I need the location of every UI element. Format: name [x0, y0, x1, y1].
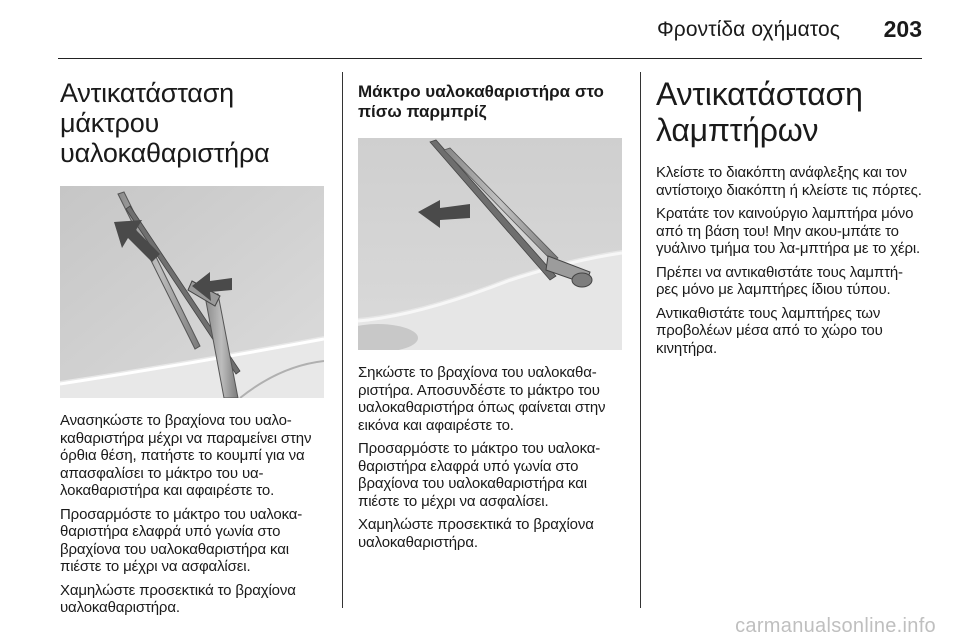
watermark: carmanualsonline.info: [735, 615, 936, 637]
left-body-text: [60, 412, 328, 617]
heading-bulb-replacement: Αντικατάσταση λαμπτήρων: [656, 76, 863, 148]
paragraph: Κρατάτε τον καινούργιο λαμπτήρα μόνο από τη βάση του! Μην ακου-μπάτε το γυάλινο τμήμα του λα-μπτήρα με το χέρι.: [656, 205, 921, 257]
paragraph: Προσαρμόστε το μάκτρο του υαλοκα-θαριστήρα ελαφρά υπό γωνία στο βραχίονα του υαλοκαθαριστήρα και πιέστε το μέχρι να ασφαλίσει.: [358, 440, 601, 510]
heading-rear-wiper: Μάκτρο υαλοκαθαριστήρα στο πίσω παρμπρίζ: [358, 82, 604, 121]
column-right: [656, 72, 924, 363]
middle-body-text: [358, 364, 626, 551]
rear-wiper-blade-illustration: [358, 138, 622, 350]
column-divider-2: [640, 72, 641, 608]
heading-wiper-replacement: Αντικατάσταση μάκτρου υαλοκαθαριστήρα: [60, 78, 270, 168]
header-divider: [58, 58, 922, 59]
section-title: Φροντίδα οχήματος: [656, 18, 840, 41]
column-divider-1: [342, 72, 343, 608]
right-body-text: [656, 164, 924, 357]
column-middle: [358, 72, 626, 557]
wiper-blade-windscreen-illustration: [60, 186, 324, 398]
page-header: [0, 0, 960, 60]
paragraph: Χαμηλώστε προσεκτικά το βραχίονα υαλοκαθαριστήρα.: [60, 581, 296, 616]
paragraph: Κλείστε το διακόπτη ανάφλεξης και τον αντίστοιχο διακόπτη ή κλείστε τις πόρτες.: [656, 164, 922, 199]
paragraph: Σηκώστε το βραχίονα του υαλοκαθα-ριστήρα. Αποσυνδέστε το μάκτρο του υαλοκαθαριστήρα όπως φαίνεται στην εικόνα και αφαιρέστε το.: [358, 364, 606, 434]
paragraph: Χαμηλώστε προσεκτικά το βραχίονα υαλοκαθαριστήρα.: [358, 516, 594, 551]
paragraph: Πρέπει να αντικαθιστάτε τους λαμπτή-ρες μόνο με λαμπτήρες ίδιου τύπου.: [656, 263, 903, 298]
page-number: 203: [883, 16, 922, 42]
column-left: [60, 72, 328, 623]
paragraph: Ανασηκώστε το βραχίονα του υαλο-καθαριστήρα μέχρι να παραμείνει στην όρθια θέση, πατήστε το κουμπί για να απασφαλίσει το μάκτρο του υα-λοκαθαριστήρα και αφαιρέστε το.: [60, 412, 312, 499]
paragraph: Προσαρμόστε το μάκτρο του υαλοκα-θαριστήρα ελαφρά υπό γωνία στο βραχίονα του υαλοκαθαριστήρα και πιέστε το μέχρι να ασφαλίσει.: [60, 505, 303, 575]
paragraph: Αντικαθιστάτε τους λαμπτήρες των προβολέων μέσα από το χώρο του κινητήρα.: [656, 304, 883, 357]
